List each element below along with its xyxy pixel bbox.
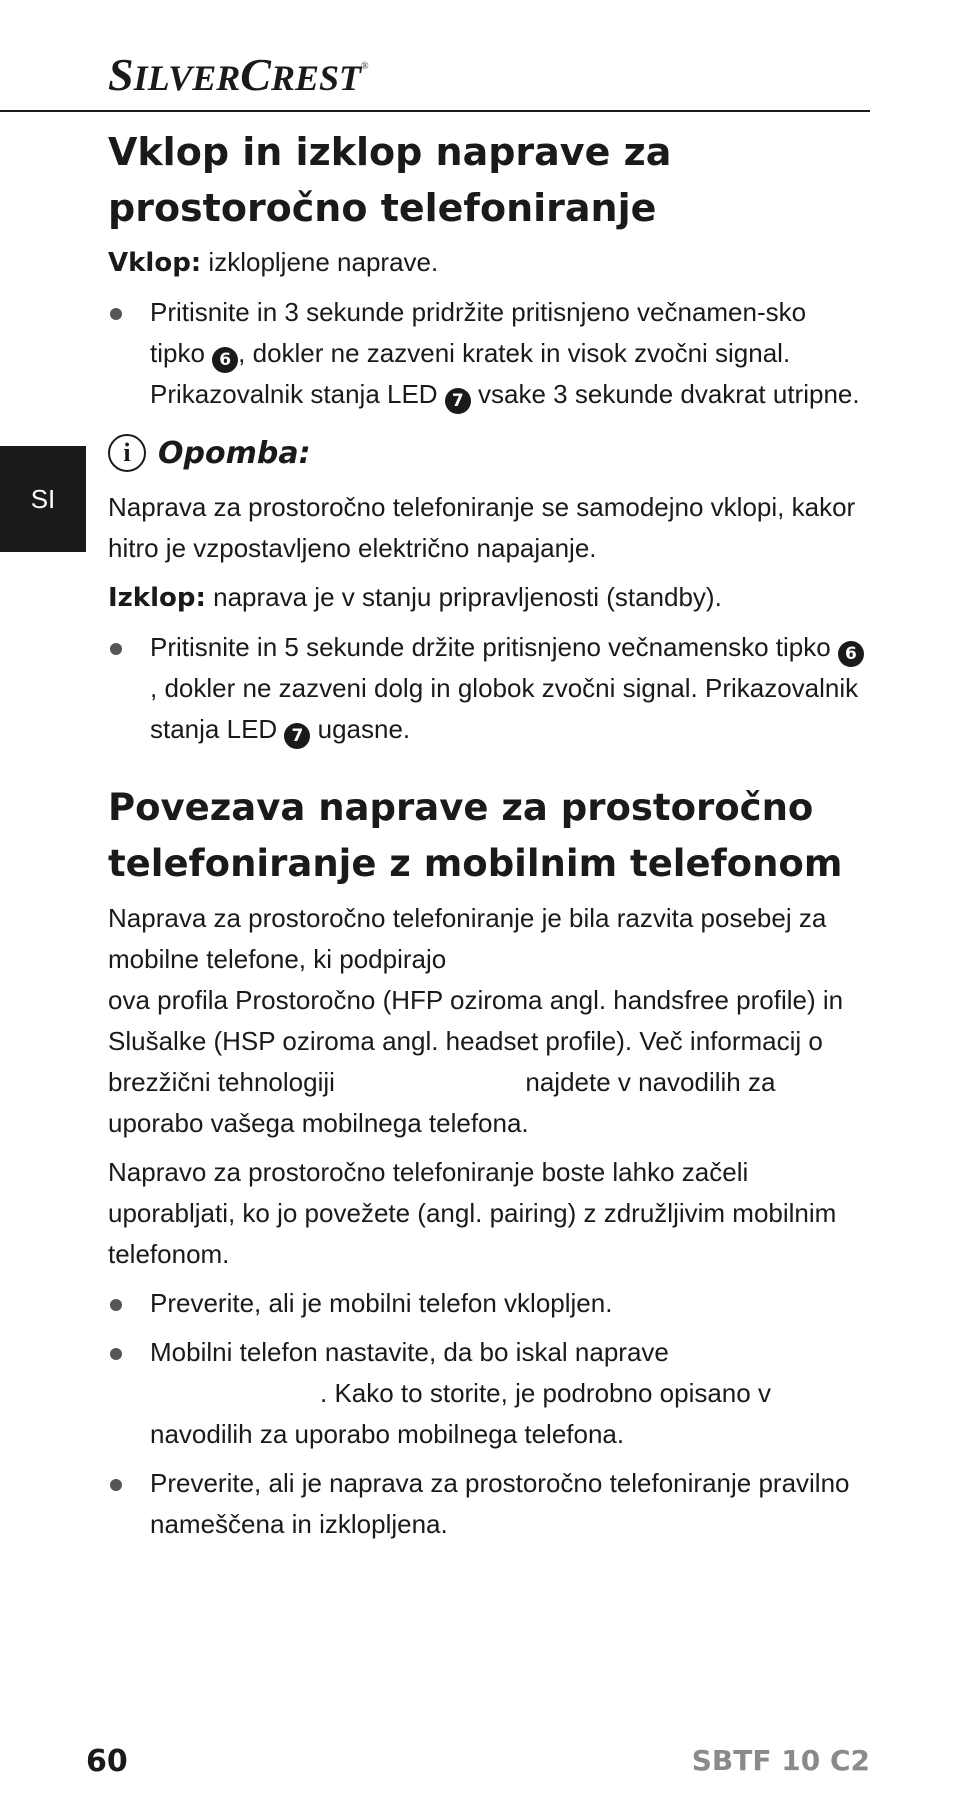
list-item: Preverite, ali je mobilni telefon vklopljen. [108, 1283, 868, 1324]
on-list [108, 292, 868, 415]
list-item: Pritisnite in 3 sekunde pridržite pritisnjeno večnamen-sko tipko 6 , dokler ne zazveni kratek in visok zvočni signal. Prikazovalnik stanja LED 7 vsake 3 sekunde dvakrat utripne. [108, 292, 868, 415]
header-rule [0, 110, 870, 112]
section-title-pairing: Povezava naprave za prostoročno telefoniranje z mobilnim telefonom [108, 786, 843, 885]
list-item: Preverite, ali je naprava za prostoročno telefoniranje pravilno nameščena in izklopljena. [108, 1463, 868, 1545]
list-item: Mobilni telefon nastavite, da bo iskal naprave . Kako to storite, je podrobno opisano v navodilih za uporabo mobilnega telefona. [108, 1332, 868, 1455]
page-number: 60 [86, 1744, 128, 1779]
callout-6-icon: 6 [212, 347, 238, 373]
callout-7-icon: 7 [445, 388, 471, 414]
note-heading [108, 429, 868, 477]
note-title: Opomba: [158, 435, 311, 471]
language-tab [0, 446, 86, 552]
page-content [108, 120, 868, 1553]
section-title-on-off: Vklop in izklop naprave za prostoročno telefoniranje [108, 130, 672, 230]
off-paragraph: Izklop: naprava je v stanju pripravljenosti (standby). [108, 582, 722, 613]
off-list [108, 627, 868, 750]
brand-logo: SILVERCREST® [108, 49, 369, 100]
model-number: SBTF 10 C2 [691, 1744, 870, 1777]
language-tab-label: SI [30, 483, 56, 514]
on-paragraph: Vklop: izklopljene naprave. [108, 247, 439, 278]
note-text: Naprava za prostoročno telefoniranje se samodejno vklopi, kakor hitro je vzpostavljeno električno napajanje. [108, 492, 856, 563]
pairing-para: Napravo za prostoročno telefoniranje boste lahko začeli uporabljati, ko jo povežete (angl. pairing) z združljivim mobilnim telefonom. [108, 1157, 837, 1269]
pairing-intro: Naprava za prostoročno telefoniranje je bila razvita posebej za mobilne telefone, ki podpirajo ova profila Prostoročno (HFP oziroma angl. handsfree profile) in Slušalke (HSP oziroma angl. headset profile). Več informacij o brezžični tehnologiji najdete v navodilih za uporabo vašega mobilnega telefona. [108, 903, 844, 1138]
callout-6-icon: 6 [838, 641, 864, 667]
info-icon: i [108, 434, 146, 472]
pairing-list [108, 1283, 868, 1545]
callout-7-icon: 7 [284, 723, 310, 749]
list-item: Pritisnite in 5 sekunde držite pritisnjeno večnamensko tipko 6, dokler ne zazveni dolg in globok zvočni signal. Prikazovalnik stanja LED 7 ugasne. [108, 627, 868, 750]
